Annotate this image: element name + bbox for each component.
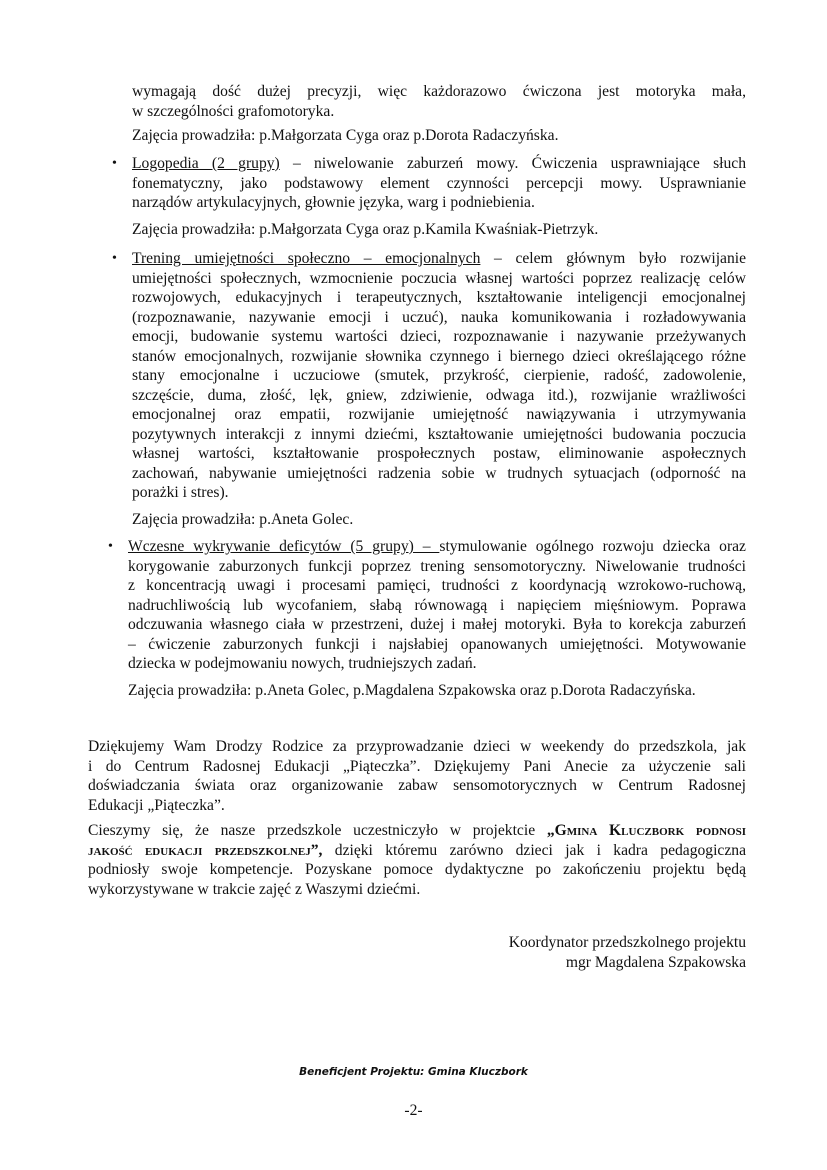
text-segment: Cieszymy się, że nasze przedszkole uczestniczyło w projektcie [88, 822, 547, 839]
text-line: z koncentracją uwagi i procesami pamięci, trudności z koordynacją wzrokowo-ruchową, [128, 577, 746, 594]
leader-line [132, 510, 746, 530]
bullet-icon: • [112, 251, 117, 266]
project-paragraph [88, 821, 746, 899]
leader-text: Zajęcia prowadziła: p.Aneta Golec, p.Magdalena Szpakowska oraz p.Dorota Radaczyńska. [128, 682, 696, 699]
text-line: odczuwania własnego ciała w przestrzeni, dużej i małej motoryki. Była to korekcja zaburzeń [128, 616, 746, 633]
project-name: „Gmina Kluczbork podnosi [546, 822, 746, 839]
text-line: podniosły swoje kompetencje. Pozyskane pomoce dydaktyczne po zakończeniu projektu będą [88, 861, 746, 878]
section-wczesne [128, 537, 746, 674]
leader-text: Zajęcia prowadziła: p.Aneta Golec. [132, 511, 354, 528]
text-line: emocjonalnej oraz empatii, rozwijanie umiejętność nawiązywania i utrzymywania [132, 406, 746, 423]
bullet-icon: • [108, 539, 113, 554]
text-line: zachowań, nabywanie umiejętności radzenia sobie w trudnych sytuacjach (odporność na [132, 464, 746, 482]
signature-role: Koordynator przedszkolnego projektu [508, 934, 746, 951]
text-line: emocji, budowanie systemu wartości dzieci, rozpoznawanie i nazywanie przeżywanych [132, 328, 746, 345]
text-line: umiejętności społecznych, wzmocnienie poczucia własnej wartości poprzez realizację celów [132, 269, 746, 287]
text-line: własnej wartości, kształtowanie prospołecznych postaw, eliminowanie aspołecznych [132, 445, 746, 462]
section-text: stymulowanie ogólnego rozwoju dziecka oraz [439, 538, 746, 555]
text-line: pozytywnych interakcji z innymi dziećmi, kształtowanie umiejętności budowania poczucia [132, 425, 746, 443]
text-line: korygowanie zaburzonych funkcji poprzez trening sensomotoryczny. Niwelowanie trudności [128, 557, 746, 575]
leader-line [132, 126, 746, 146]
text-line [88, 841, 746, 861]
paragraph-continuation [132, 82, 746, 121]
text-line [132, 154, 746, 174]
text-line: nadruchliwością lub wycofaniem, słabą równowagą i napięciem mięśniowym. Poprawa [128, 596, 746, 614]
section-title: Trening umiejętności społeczno – emocjonalnych [132, 250, 481, 267]
text-line [88, 821, 746, 841]
text-line: szczęście, duma, złość, lęk, gniew, zdziwienie, odwaga itd.), rozwijanie wrażliwości [132, 386, 746, 404]
text-line: – ćwiczenie zaburzonych funkcji i najsłabiej opanowanych umiejętności. Motywowanie [128, 635, 746, 653]
section-text: – niwelowanie zaburzeń mowy. Ćwiczenia usprawniające słuch [279, 155, 747, 172]
leader-text: Zajęcia prowadziła: p.Małgorzata Cyga oraz p.Dorota Radaczyńska. [132, 127, 559, 144]
text-line: w szczególności grafomotoryka. [132, 102, 335, 120]
bullet-icon: • [112, 156, 117, 171]
text-segment: dzięki któremu zarówno dzieci jak i kadra pedagogiczna [322, 841, 746, 859]
text-line: stanów emocjonalnych, rozwijanie słownika czynnego i biernego dzieci określającego różne [132, 347, 746, 365]
project-name: jakość edukacji przedszkolnej”, [88, 841, 323, 859]
text-line: narządów artykulacyjnych, głownie języka, warg i podniebienia. [132, 194, 535, 211]
text-line: wykorzystywane w trakcie zajęć z Waszymi dziećmi. [88, 880, 421, 898]
text-line: rozwojowych, edukacyjnych i terapeutycznych, kształtowanie inteligencji emocjonalnej [132, 289, 746, 306]
page-number: -2- [404, 1102, 423, 1119]
leader-line [132, 220, 746, 240]
text-line: porażki i stres). [132, 484, 229, 501]
footer-beneficiary: Beneficjent Projektu: Gmina Kluczbork [299, 1066, 528, 1078]
text-line: wymagają dość dużej precyzji, więc każdorazowo ćwiczona jest motoryka mała, [132, 83, 746, 100]
leader-text: Zajęcia prowadziła: p.Małgorzata Cyga oraz p.Kamila Kwaśniak-Pietrzyk. [132, 221, 599, 238]
text-line [132, 249, 746, 269]
leader-line [128, 681, 768, 701]
signature-name: mgr Magdalena Szpakowska [565, 954, 746, 971]
section-title: Logopedia (2 grupy) [132, 155, 280, 172]
text-line: Dziękujemy Wam Drodzy Rodzice za przyprowadzanie dzieci w weekendy do przedszkola, jak [88, 738, 746, 755]
section-title: Wczesne wykrywanie deficytów (5 grupy) – [128, 538, 440, 555]
thanks-paragraph [88, 737, 746, 815]
text-line: (rozpoznawanie, nazywanie emocji i uczuć), nauka komunikowania i rozładowywania [132, 308, 746, 326]
text-line: stany emocjonalne i uczuciowe (smutek, przykrość, cierpienie, radość, zadowolenie, [132, 367, 746, 384]
section-logopedia [132, 154, 746, 213]
section-text: – celem głównym było rozwijanie [480, 250, 746, 267]
text-line: dziecka w podejmowaniu nowych, trudniejszych zadań. [128, 655, 477, 672]
text-line: doświadczania świata oraz organizowanie zabaw sensomotorycznych w Centrum Radosnej [88, 777, 746, 794]
text-line: Edukacji „Piąteczka”. [88, 796, 225, 814]
text-line [128, 537, 746, 557]
section-trening [132, 249, 746, 503]
text-line: fonematyczny, jako podstawowy element czynności percepcji mowy. Usprawnianie [132, 174, 746, 192]
text-line: i do Centrum Radosnej Edukacji „Piąteczka”. Dziękujemy Pani Anecie za użyczenie sali [88, 757, 746, 775]
